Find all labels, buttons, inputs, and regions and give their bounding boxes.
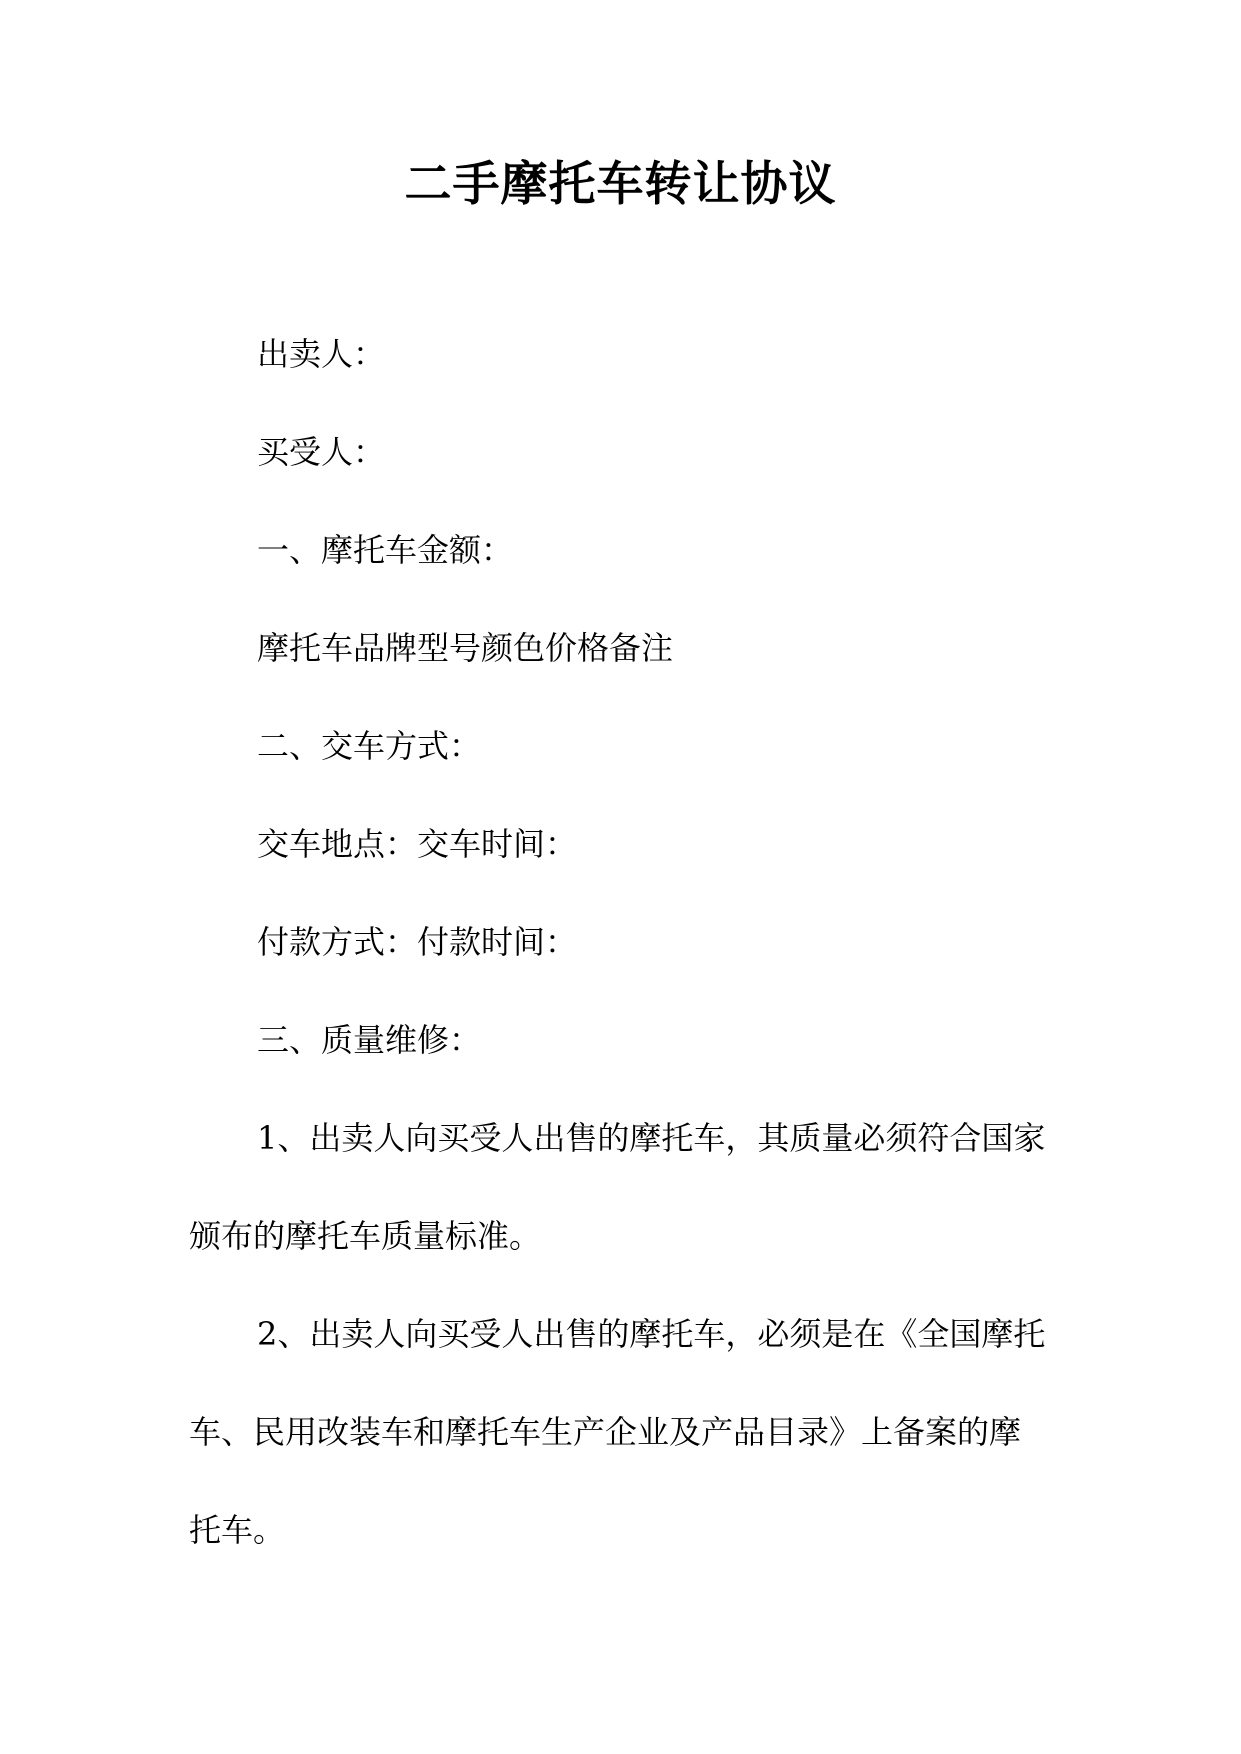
paragraph-delivery-place-time: 交车地点：交车时间：: [257, 825, 578, 863]
paragraph-vehicle-columns: 摩托车品牌型号颜色价格备注: [257, 629, 674, 667]
paragraph-seller: 出卖人：: [257, 335, 386, 373]
paragraph-section-quality: 三、质量维修：: [257, 1021, 482, 1059]
paragraph-section-amount: 一、摩托车金额：: [257, 531, 514, 569]
paragraph-payment-method-time: 付款方式：付款时间：: [257, 923, 578, 961]
document-body: [189, 305, 1049, 1579]
paragraph-section-delivery: 二、交车方式：: [257, 727, 482, 765]
paragraph-buyer: 买受人：: [257, 433, 386, 471]
document-title: 二手摩托车转让协议: [404, 157, 837, 212]
paragraph-clause-2: 2、出卖人向买受人出售的摩托车，必须是在《全国摩托车、民用改装车和摩托车生产企业及产品目录》上备案的摩托车。: [189, 1315, 1046, 1549]
paragraph-clause-1: 1、出卖人向买受人出售的摩托车，其质量必须符合国家颁布的摩托车质量标准。: [189, 1119, 1046, 1255]
